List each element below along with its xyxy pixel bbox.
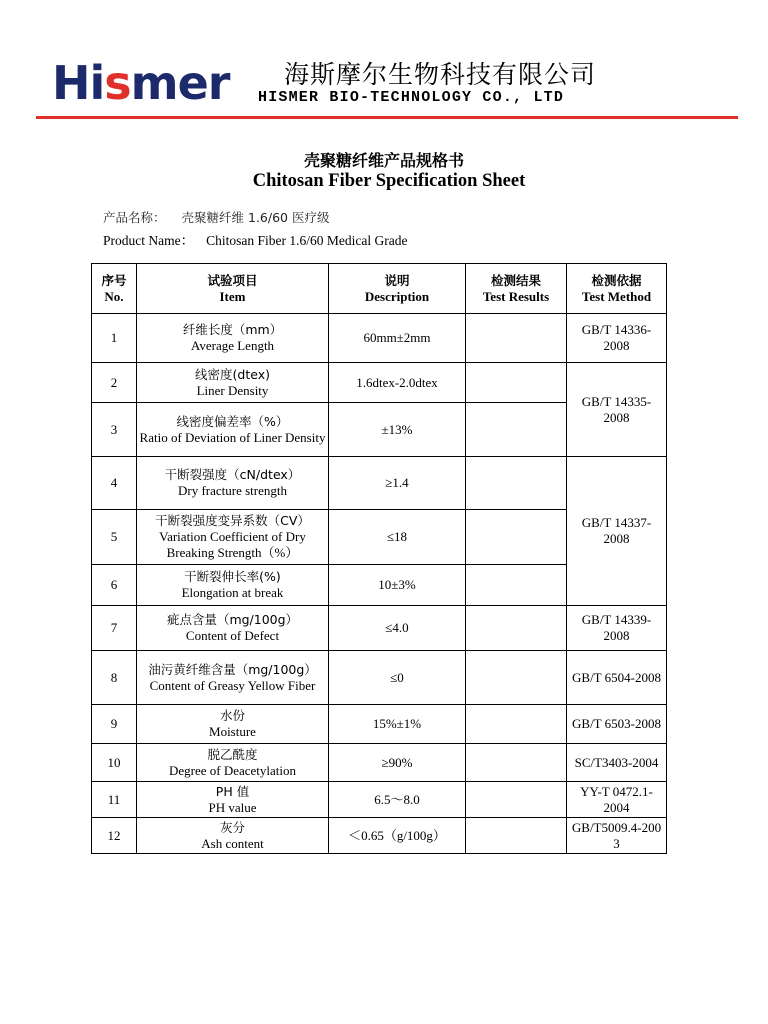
cell-result bbox=[466, 403, 567, 457]
cell-item: 干断裂伸长率(%) Elongation at break bbox=[137, 565, 329, 606]
cell-result bbox=[466, 705, 567, 744]
cell-no: 8 bbox=[92, 651, 137, 705]
table-row bbox=[92, 606, 667, 651]
cell-item: PH 值 PH value bbox=[137, 782, 329, 818]
table-row bbox=[92, 363, 667, 403]
cell-no: 11 bbox=[92, 782, 137, 818]
cell-method: GB/T 14337-2008 bbox=[567, 457, 667, 606]
cell-no: 6 bbox=[92, 565, 137, 606]
header-test-results: 检测结果 Test Results bbox=[466, 264, 567, 314]
header-divider bbox=[36, 116, 738, 119]
table-row bbox=[92, 744, 667, 782]
header-item: 试验项目 Item bbox=[137, 264, 329, 314]
cell-method: GB/T 6504-2008 bbox=[567, 651, 667, 705]
cell-item: 疵点含量（mg/100g） Content of Defect bbox=[137, 606, 329, 651]
hismer-logo bbox=[52, 56, 230, 110]
cell-no: 7 bbox=[92, 606, 137, 651]
cell-result bbox=[466, 782, 567, 818]
cell-description: ±13% bbox=[329, 403, 466, 457]
cell-item: 干断裂强度（cN/dtex） Dry fracture strength bbox=[137, 457, 329, 510]
cell-no: 5 bbox=[92, 510, 137, 565]
cell-result bbox=[466, 565, 567, 606]
product-value-en: Chitosan Fiber 1.6/60 Medical Grade bbox=[206, 233, 408, 248]
cell-description: 15%±1% bbox=[329, 705, 466, 744]
spec-table bbox=[91, 263, 667, 854]
table-row bbox=[92, 705, 667, 744]
cell-no: 2 bbox=[92, 363, 137, 403]
cell-method: GB/T5009.4-2003 bbox=[567, 818, 667, 854]
cell-result bbox=[466, 457, 567, 510]
table-header-row bbox=[92, 264, 667, 314]
cell-description: ＜0.65（g/100g） bbox=[329, 818, 466, 854]
cell-item: 线密度(dtex) Liner Density bbox=[137, 363, 329, 403]
product-value-cn: 壳聚糖纤维 1.6/60 医疗级 bbox=[181, 210, 330, 225]
cell-description: 6.5～8.0 bbox=[329, 782, 466, 818]
cell-item: 灰分 Ash content bbox=[137, 818, 329, 854]
cell-no: 1 bbox=[92, 314, 137, 363]
cell-item: 水份 Moisture bbox=[137, 705, 329, 744]
cell-description: ≤18 bbox=[329, 510, 466, 565]
cell-result bbox=[466, 651, 567, 705]
cell-item: 纤维长度（mm） Average Length bbox=[137, 314, 329, 363]
sheet-title-cn: 壳聚糖纤维产品规格书 bbox=[303, 151, 464, 170]
company-name-en: HISMER BIO-TECHNOLOGY CO., LTD bbox=[258, 89, 565, 106]
cell-result bbox=[466, 744, 567, 782]
header-description: 说明 Description bbox=[329, 264, 466, 314]
cell-no: 9 bbox=[92, 705, 137, 744]
sheet-title-en: Chitosan Fiber Specification Sheet bbox=[252, 171, 526, 191]
cell-result bbox=[466, 818, 567, 854]
cell-no: 4 bbox=[92, 457, 137, 510]
header-no: 序号 No. bbox=[92, 264, 137, 314]
product-label-cn: 产品名称： bbox=[103, 210, 166, 225]
cell-result bbox=[466, 363, 567, 403]
cell-result bbox=[466, 314, 567, 363]
table-row bbox=[92, 457, 667, 510]
cell-description: ≥90% bbox=[329, 744, 466, 782]
cell-description: 10±3% bbox=[329, 565, 466, 606]
logo-text-part1: Hi bbox=[52, 56, 105, 110]
cell-method: YY-T 0472.1-2004 bbox=[567, 782, 667, 818]
cell-result bbox=[466, 606, 567, 651]
logo-text-part3: mer bbox=[130, 56, 230, 110]
cell-description: 1.6dtex-2.0dtex bbox=[329, 363, 466, 403]
cell-method: GB/T 14335-2008 bbox=[567, 363, 667, 457]
cell-method: GB/T 6503-2008 bbox=[567, 705, 667, 744]
table-row bbox=[92, 651, 667, 705]
cell-no: 3 bbox=[92, 403, 137, 457]
product-label-en: Product Name： bbox=[103, 233, 195, 248]
cell-no: 12 bbox=[92, 818, 137, 854]
company-name-cn: 海斯摩尔生物科技有限公司 bbox=[284, 60, 597, 89]
logo-text-part2: s bbox=[104, 56, 131, 110]
cell-item: 线密度偏差率（%） Ratio of Deviation of Liner Density bbox=[137, 403, 329, 457]
cell-description: 60mm±2mm bbox=[329, 314, 466, 363]
cell-result bbox=[466, 510, 567, 565]
cell-description: ≤4.0 bbox=[329, 606, 466, 651]
cell-method: SC/T3403-2004 bbox=[567, 744, 667, 782]
cell-item: 干断裂强度变异系数（CV） Variation Coefficient of Dry Breaking Strength（%） bbox=[137, 510, 329, 565]
table-row bbox=[92, 818, 667, 854]
cell-no: 10 bbox=[92, 744, 137, 782]
cell-description: ≥1.4 bbox=[329, 457, 466, 510]
table-row bbox=[92, 782, 667, 818]
cell-description: ≤0 bbox=[329, 651, 466, 705]
cell-item: 油污黄纤维含量（mg/100g） Content of Greasy Yellow Fiber bbox=[137, 651, 329, 705]
cell-method: GB/T 14339-2008 bbox=[567, 606, 667, 651]
cell-method: GB/T 14336-2008 bbox=[567, 314, 667, 363]
product-name-cn bbox=[103, 208, 329, 226]
header-test-method: 检测依据 Test Method bbox=[567, 264, 667, 314]
cell-item: 脱乙酰度 Degree of Deacetylation bbox=[137, 744, 329, 782]
product-name-en bbox=[103, 229, 407, 249]
table-row bbox=[92, 314, 667, 363]
